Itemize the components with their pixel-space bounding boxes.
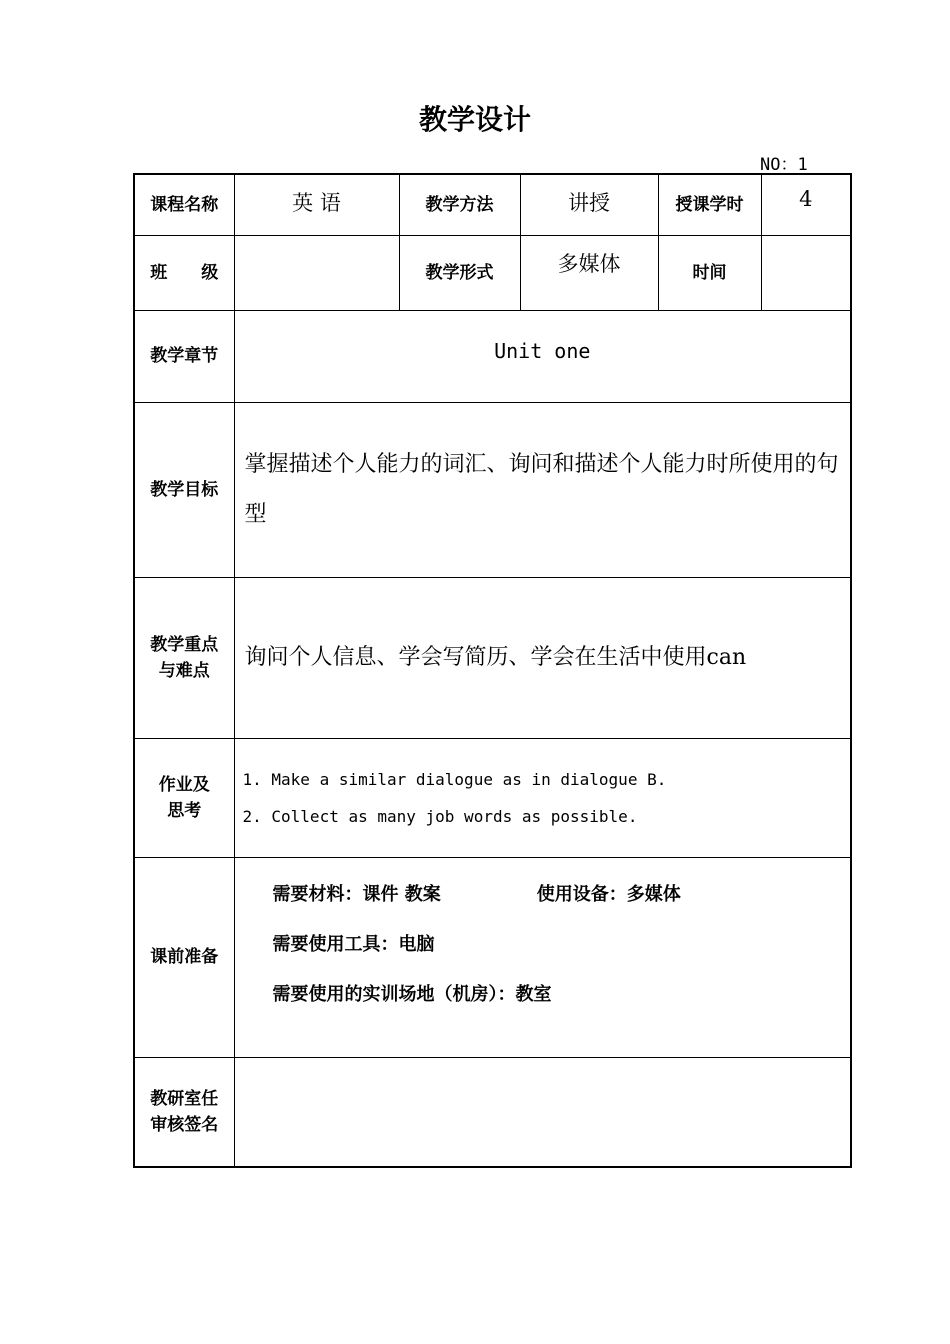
course-name-label: 课程名称: [134, 174, 234, 235]
page-title: 教学设计: [418, 103, 531, 136]
homework-label-line1: 作业及: [158, 774, 210, 795]
teaching-form-value: 多媒体: [520, 235, 658, 310]
tools-text: 需要使用工具：电脑: [272, 933, 435, 955]
class-hours-value: 4: [761, 174, 851, 235]
materials-text: 需要材料：课件 教案: [272, 883, 441, 905]
preparation-label: 课前准备: [134, 857, 234, 1057]
document-number: NO：1: [760, 155, 808, 175]
objective-value: 掌握描述个人能力的词汇、询问和描述个人能力时所使用的句型: [234, 402, 851, 577]
homework-label: [134, 738, 234, 857]
table-row: [134, 738, 851, 857]
teaching-method-value: 讲授: [520, 174, 658, 235]
table-row: [134, 857, 851, 1057]
teaching-method-label: 教学方法: [399, 174, 520, 235]
homework-list: [234, 738, 851, 857]
preparation-details: [234, 857, 851, 1057]
homework-item: 2. Collect as many job words as possible.: [242, 806, 638, 826]
key-points-label-line2: 与难点: [158, 660, 210, 681]
teaching-form-label: 教学形式: [399, 235, 520, 310]
review-label-line2: 审核签名: [150, 1114, 219, 1135]
chapter-label: 教学章节: [134, 310, 234, 402]
review-signature-field[interactable]: [234, 1057, 851, 1167]
class-value: [234, 235, 399, 310]
homework-item: 1. Make a similar dialogue as in dialogue B.: [242, 769, 667, 789]
key-points-value: 询问个人信息、学会写简历、学会在生活中使用can: [234, 577, 851, 738]
table-row: [134, 402, 851, 577]
equipment-text: 使用设备：多媒体: [536, 883, 681, 905]
course-name-value: 英 语: [234, 174, 399, 235]
lesson-design-table: [133, 173, 852, 1168]
key-points-label-line1: 教学重点: [150, 634, 219, 655]
venue-text: 需要使用的实训场地（机房）：教室: [272, 983, 552, 1005]
objective-label: 教学目标: [134, 402, 234, 577]
key-points-label: [134, 577, 234, 738]
class-label: 班 级: [134, 235, 234, 310]
table-row: [134, 310, 851, 402]
chapter-value: Unit one: [234, 310, 851, 402]
homework-label-line2: 思考: [167, 800, 202, 821]
time-value: [761, 235, 851, 310]
class-hours-label: 授课学时: [658, 174, 761, 235]
review-label: [134, 1057, 234, 1167]
table-row: [134, 174, 851, 235]
preparation-line: [273, 880, 851, 930]
review-label-line1: 教研室任: [150, 1088, 219, 1109]
table-row: [134, 577, 851, 738]
table-row: [134, 235, 851, 310]
time-label: 时间: [658, 235, 761, 310]
table-row: [134, 1057, 851, 1167]
